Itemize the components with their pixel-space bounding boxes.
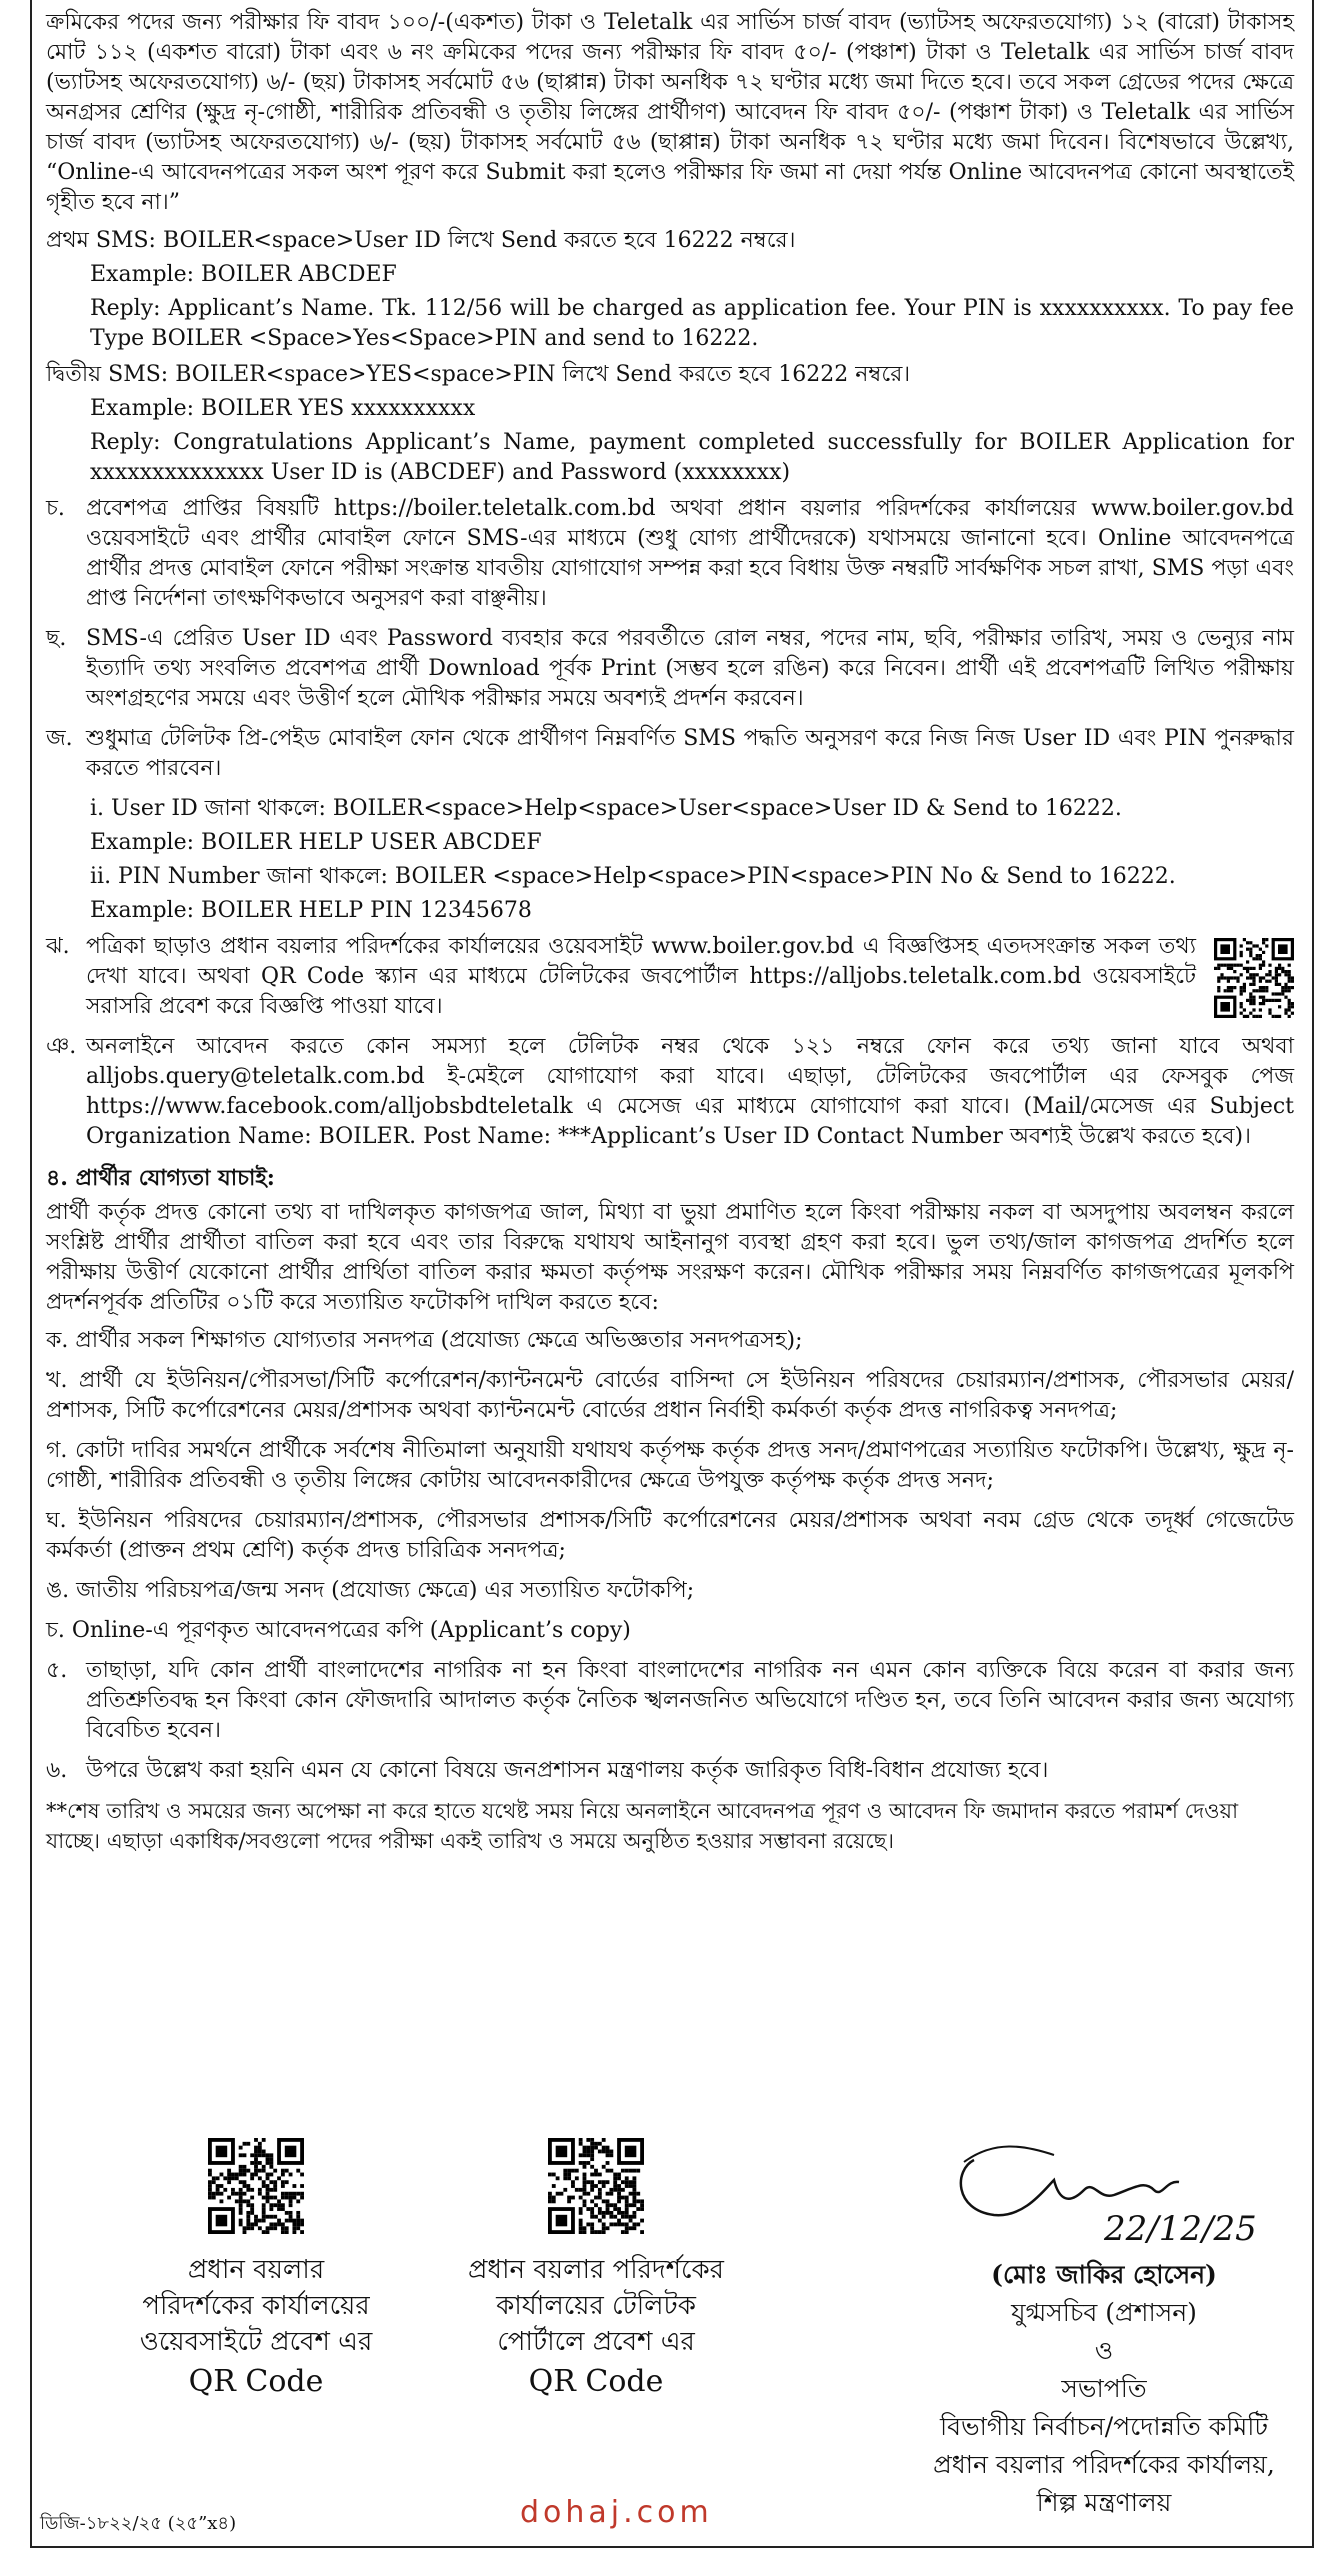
signatory-title: যুগ্মসচিব (প্রশাসন) (1011, 2298, 1197, 2327)
section-4-sub-kha: খ. প্রার্থী যে ইউনিয়ন/পৌরসভা/সিটি কর্পোরেশন/ক্যান্টনমেন্ট বোর্ডের বাসিন্দা সে ইউনিয়ন পরিষদের চেয়ারম্যান/প্রশাসক, পৌরসভার মেয়র/প্রশাসক, সিটি কর্পোরেশনের মেয়র/প্রশাসক অথবা ক্যান্টনমেন্ট বোর্ডের প্রধান নির্বাহী কর্মকর্তা কর্তৃক প্রদত্ত নাগরিকত্ব সনদপত্র; (46, 1368, 1294, 1423)
item-nya (46, 1032, 1294, 1152)
item-marker: ৫. (46, 1658, 68, 1683)
qr-caption-line: ওয়েবসাইটে প্রবেশ এর (139, 2327, 373, 2357)
qr-code-icon[interactable] (208, 2138, 304, 2234)
website-qr-block (106, 2138, 406, 2400)
qr-caption-line: পরিদর্শকের কার্যালয়ের (142, 2291, 370, 2321)
signatory-and: ও (1094, 2336, 1114, 2365)
item-cha (46, 494, 1294, 614)
recover-pin-example: Example: BOILER HELP PIN 12345678 (90, 898, 532, 923)
item-marker: ছ. (46, 626, 67, 651)
notice-page (30, 0, 1314, 2548)
section-4-sub-ka: ক. প্রার্থীর সকল শিক্ষাগত যোগ্যতার সনদপত্র (প্রযোজ্য ক্ষেত্রে অভিজ্ঞতার সনদপত্রসহ); (46, 1328, 803, 1353)
qr-caption-line: প্রধান বয়লার (187, 2255, 325, 2285)
fee-paragraph: ক্রমিকের পদের জন্য পরীক্ষার ফি বাবদ ১০০/-(একশত) টাকা ও Teletalk এর সার্ভিস চার্জ বাবদ (ভ্যাটসহ অফেরতযোগ্য) ১২ (বারো) টাকাসহ মোট ১১২ (একশত বারো) টাকা এবং ৬ নং ক্রমিকের পদের জন্য পরীক্ষার ফি বাবদ ৫০/- (পঞ্চাশ) টাকা ও Teletalk এর সার্ভিস চার্জ বাবদ (ভ্যাটসহ অফেরতযোগ্য) ৬/- (ছয়) টাকাসহ সর্বমোট ৫৬ (ছাপ্পান্ন) টাকা অনধিক ৭২ ঘণ্টার মধ্যে জমা দিতে হবে। তবে সকল গ্রেডের পদের ক্ষেত্রে অনগ্রসর শ্রেণির (ক্ষুদ্র নৃ-গোষ্ঠী, শারীরিক প্রতিবন্ধী ও তৃতীয় লিঙ্গের প্রার্থীগণ) আবেদন ফি বাবদ ৫০/- (পঞ্চাশ টাকা) ও Teletalk এর সার্ভিস চার্জ বাবদ (ভ্যাটসহ অফেরতযোগ্য) ৬/- (ছয়) টাকাসহ সর্বমোট ৫৬ (ছাপ্পান্ন) টাকা অনধিক ৭২ ঘণ্টার মধ্যে জমা দিবেন। বিশেষভাবে উল্লেখ্য, “Online-এ আবেদনপত্রের সকল অংশ পূরণ করে Submit করা হলেও পরীক্ষার ফি জমা না দেয়া পর্যন্ত Online আবেদনপত্র কোনো অবস্থাতেই গৃহীত হবে না।” (46, 10, 1294, 215)
item-text: প্রবেশপত্র প্রাপ্তির বিষয়টি https://boiler.teletalk.com.bd অথবা প্রধান বয়লার পরিদর্শকের কার্যালয়ের www.boiler.gov.bd ওয়েবসাইটে এবং প্রার্থীর মোবাইল ফোনে SMS-এর মাধ্যমে (শুধু যোগ্য প্রার্থীদেরকে) যথাসময়ে জানানো হবে। Online আবেদনপত্রে প্রার্থীর প্রদত্ত মোবাইল ফোনে পরীক্ষা সংক্রান্ত যাবতীয় যোগাযোগ সম্পন্ন করা হবে বিধায় উক্ত নম্বরটি সার্বক্ষণিক সচল রাখা, SMS পড়া এবং প্রাপ্ত নির্দেশনা তাৎক্ষণিকভাবে অনুসরণ করা বাঞ্ছনীয়। (86, 496, 1294, 611)
sms1-example: Example: BOILER ABCDEF (90, 262, 397, 287)
qr-code-icon[interactable] (548, 2138, 644, 2234)
qr-caption-line: কার্যালয়ের টেলিটক (496, 2291, 696, 2321)
teletalk-qr-block (446, 2138, 746, 2400)
section-4-sub-gha: ঘ. ইউনিয়ন পরিষদের চেয়ারম্যান/প্রশাসক, পৌরসভার প্রশাসক/সিটি কর্পোরেশনের মেয়র/প্রশাসক অথবা নবম গ্রেড থেকে তদূর্ধ্ব গেজেটেড কর্মকর্তা (প্রাক্তন প্রথম শ্রেণি) কর্তৃক প্রদত্ত চারিত্রিক সনদপত্র; (46, 1508, 1294, 1563)
section-4-title: ৪. প্রার্থীর যোগ্যতা যাচাই: (46, 1165, 275, 1191)
watermark: dohaj.com (520, 2495, 713, 2530)
signature-block (914, 2120, 1294, 2522)
signature-icon (934, 2120, 1274, 2250)
qr-code-icon[interactable] (1214, 938, 1294, 1018)
recover-user-id-example: Example: BOILER HELP USER ABCDEF (90, 830, 542, 855)
section-4-sub-uma: ঙ. জাতীয় পরিচয়পত্র/জন্ম সনদ (প্রযোজ্য ক্ষেত্রে) এর সত্যায়িত ফটোকপি; (46, 1578, 695, 1603)
item-text: SMS-এ প্রেরিত User ID এবং Password ব্যবহার করে পরবর্তীতে রোল নম্বর, পদের নাম, ছবি, পরীক্ষার তারিখ, সময় ও ভেন্যুর নাম ইত্যাদি তথ্য সংবলিত প্রবেশপত্র প্রার্থী Download পূর্বক Print (সম্ভব হলে রঙিন) করে নিবেন। প্রার্থী এই প্রবেশপত্রটি লিখিত পরীক্ষায় অংশগ্রহণের সময়ে এবং উত্তীর্ণ হলে মৌখিক পরীক্ষার সময়ে অবশ্যই প্রদর্শন করবেন। (86, 626, 1294, 711)
item-marker: জ. (46, 726, 73, 751)
qr-caption-label: QR Code (188, 2364, 324, 2399)
signatory-name: (মোঃ জাকির হোসেন) (991, 2260, 1217, 2289)
qr-caption-line: প্রধান বয়লার পরিদর্শকের (468, 2255, 724, 2285)
item-6 (46, 1756, 1294, 1786)
signatory-committee: বিভাগীয় নির্বাচন/পদোন্নতি কমিটি (939, 2412, 1269, 2441)
section-4-sub-cha: চ. Online-এ পূরণকৃত আবেদনপত্রের কপি (Applicant’s copy) (46, 1618, 631, 1643)
signatory-role: সভাপতি (1061, 2374, 1147, 2403)
section-4-sub-ga: গ. কোটা দাবির সমর্থনে প্রার্থীকে সর্বশেষ নীতিমালা অনুযায়ী যথাযথ কর্তৃপক্ষ কর্তৃক প্রদত্ত সনদ/প্রমাণপত্রের সত্যায়িত ফটোকপি। উল্লেখ্য, ক্ষুদ্র নৃ-গোষ্ঠী, শারীরিক প্রতিবন্ধী ও তৃতীয় লিঙ্গের কোটায় আবেদনকারীদের ক্ষেত্রে উপযুক্ত কর্তৃপক্ষ কর্তৃক প্রদত্ত সনদ; (46, 1438, 1294, 1493)
recover-pin: ii. PIN Number জানা থাকলে: BOILER <space>Help<space>PIN<space>PIN No & Send to 16222. (90, 864, 1176, 889)
document-code: ডিজি-১৮২২/২৫ (২৫”x৪) (40, 2513, 237, 2534)
signature-date: 22/12/25 (1104, 2209, 1257, 2249)
signatory-office: প্রধান বয়লার পরিদর্শকের কার্যালয়, (933, 2450, 1275, 2479)
item-text: শুধুমাত্র টেলিটক প্রি-পেইড মোবাইল ফোন থেকে প্রার্থীগণ নিম্নবর্ণিত SMS পদ্ধতি অনুসরণ করে নিজ নিজ User ID এবং PIN পুনরুদ্ধার করতে পারবেন। (86, 726, 1294, 781)
item-marker: চ. (46, 496, 65, 521)
item-marker: ঝ. (46, 934, 70, 959)
item-text: উপরে উল্লেখ করা হয়নি এমন যে কোনো বিষয়ে জনপ্রশাসন মন্ত্রণালয় কর্তৃক জারিকৃত বিধি-বিধান প্রযোজ্য হবে। (86, 1758, 1049, 1783)
item-chha (46, 624, 1294, 714)
sms2-example: Example: BOILER YES xxxxxxxxxx (90, 396, 476, 421)
item-text: পত্রিকা ছাড়াও প্রধান বয়লার পরিদর্শকের কার্যালয়ের ওয়েবসাইট www.boiler.gov.bd এ বিজ্ঞপ্তিসহ এতদসংক্রান্ত সকল তথ্য দেখা যাবে। অথবা QR Code স্ক্যান এর মাধ্যমে টেলিটকের জবপোর্টাল https://alljobs.teletalk.com.bd ওয়েবসাইটে সরাসরি প্রবেশ করে বিজ্ঞপ্তি পাওয়া যাবে। (86, 934, 1196, 1019)
recover-user-id: i. User ID জানা থাকলে: BOILER<space>Help<space>User<space>User ID & Send to 16222. (90, 796, 1122, 821)
item-marker: ঞ. (46, 1034, 77, 1059)
item-5 (46, 1656, 1294, 1746)
section-4-body: প্রার্থী কর্তৃক প্রদত্ত কোনো তথ্য বা দাখিলকৃত কাগজপত্র জাল, মিথ্যা বা ভুয়া প্রমাণিত হলে কিংবা পরীক্ষায় নকল বা অসদুপায় অবলম্বন করলে সংশ্লিষ্ট প্রার্থীর প্রার্থীতা বাতিল করা হবে এবং তার বিরুদ্ধে যথাযথ আইনানুগ ব্যবস্থা গ্রহণ করা হবে। ভুল তথ্য/জাল কাগজপত্র প্রদর্শিত হলে পরীক্ষায় উত্তীর্ণ যেকোনো প্রার্থীর প্রার্থিতা বাতিল করার ক্ষমতা কর্তৃপক্ষ সংরক্ষণ করেন। মৌখিক পরীক্ষার সময় নিম্নবর্ণিত কাগজপত্রের মূলকপি প্রদর্শনপূর্বক প্রতিটির ০১টি করে সত্যায়িত ফটোকপি দাখিল করতে হবে: (46, 1200, 1294, 1315)
item-ja (46, 724, 1294, 784)
qr-caption-line: পোর্টালে প্রবেশ এর (497, 2327, 695, 2357)
footer (46, 2120, 1294, 2540)
item-jha (46, 932, 1294, 1022)
sms2-heading: দ্বিতীয় SMS: BOILER<space>YES<space>PIN লিখে Send করতে হবে 16222 নম্বরে। (46, 362, 911, 387)
qr-caption-label: QR Code (528, 2364, 664, 2399)
item-text: তাছাড়া, যদি কোন প্রার্থী বাংলাদেশের নাগরিক না হন কিংবা বাংলাদেশের নাগরিক নন এমন কোন ব্যক্তিকে বিয়ে করেন বা করার জন্য প্রতিশ্রুতিবদ্ধ হন কিংবা কোন ফৌজদারি আদালত কর্তৃক নৈতিক স্খলনজনিত অভিযোগে দণ্ডিত হন, তবে তিনি আবেদন করার জন্য অযোগ্য বিবেচিত হবেন। (86, 1658, 1294, 1743)
item-text: অনলাইনে আবেদন করতে কোন সমস্যা হলে টেলিটক নম্বর থেকে ১২১ নম্বরে ফোন করে তথ্য জানা যাবে অথবা alljobs.query@teletalk.com.bd ই-মেইলে যোগাযোগ করা যাবে। এছাড়া, টেলিটকের জবপোর্টাল এর ফেসবুক পেজ https://www.facebook.com/alljobsbdteletalk এ মেসেজ এর মাধ্যমে যোগাযোগ করা যাবে। (Mail/মেসেজ এর Subject Organization Name: BOILER. Post Name: ***Applicant’s User ID Contact Number অবশ্যই উল্লেখ করতে হবে)। (86, 1034, 1294, 1149)
sms1-heading: প্রথম SMS: BOILER<space>User ID লিখে Send করতে হবে 16222 নম্বরে। (46, 228, 796, 253)
deadline-note: **শেষ তারিখ ও সময়ের জন্য অপেক্ষা না করে হাতে যথেষ্ট সময় নিয়ে অনলাইনে আবেদনপত্র পূরণ ও আবেদন ফি জমাদান করতে পরামর্শ দেওয়া যাচ্ছে। এছাড়া একাধিক/সবগুলো পদের পরীক্ষা একই তারিখ ও সময়ে অনুষ্ঠিত হওয়ার সম্ভাবনা রয়েছে। (46, 1799, 1239, 1853)
signatory-ministry: শিল্প মন্ত্রণালয় (1036, 2488, 1172, 2517)
sms1-reply: Reply: Applicant’s Name. Tk. 112/56 will be charged as application fee. Your PIN is xxxxxxxxxx. To pay fee Type BOILER <Space>Yes<Space>PIN and send to 16222. (90, 296, 1294, 351)
item-marker: ৬. (46, 1758, 68, 1783)
sms2-reply: Reply: Congratulations Applicant’s Name, payment completed successfully for BOILER Application for xxxxxxxxxxxxxx User ID is (ABCDEF) and Password (xxxxxxxx) (90, 430, 1294, 485)
